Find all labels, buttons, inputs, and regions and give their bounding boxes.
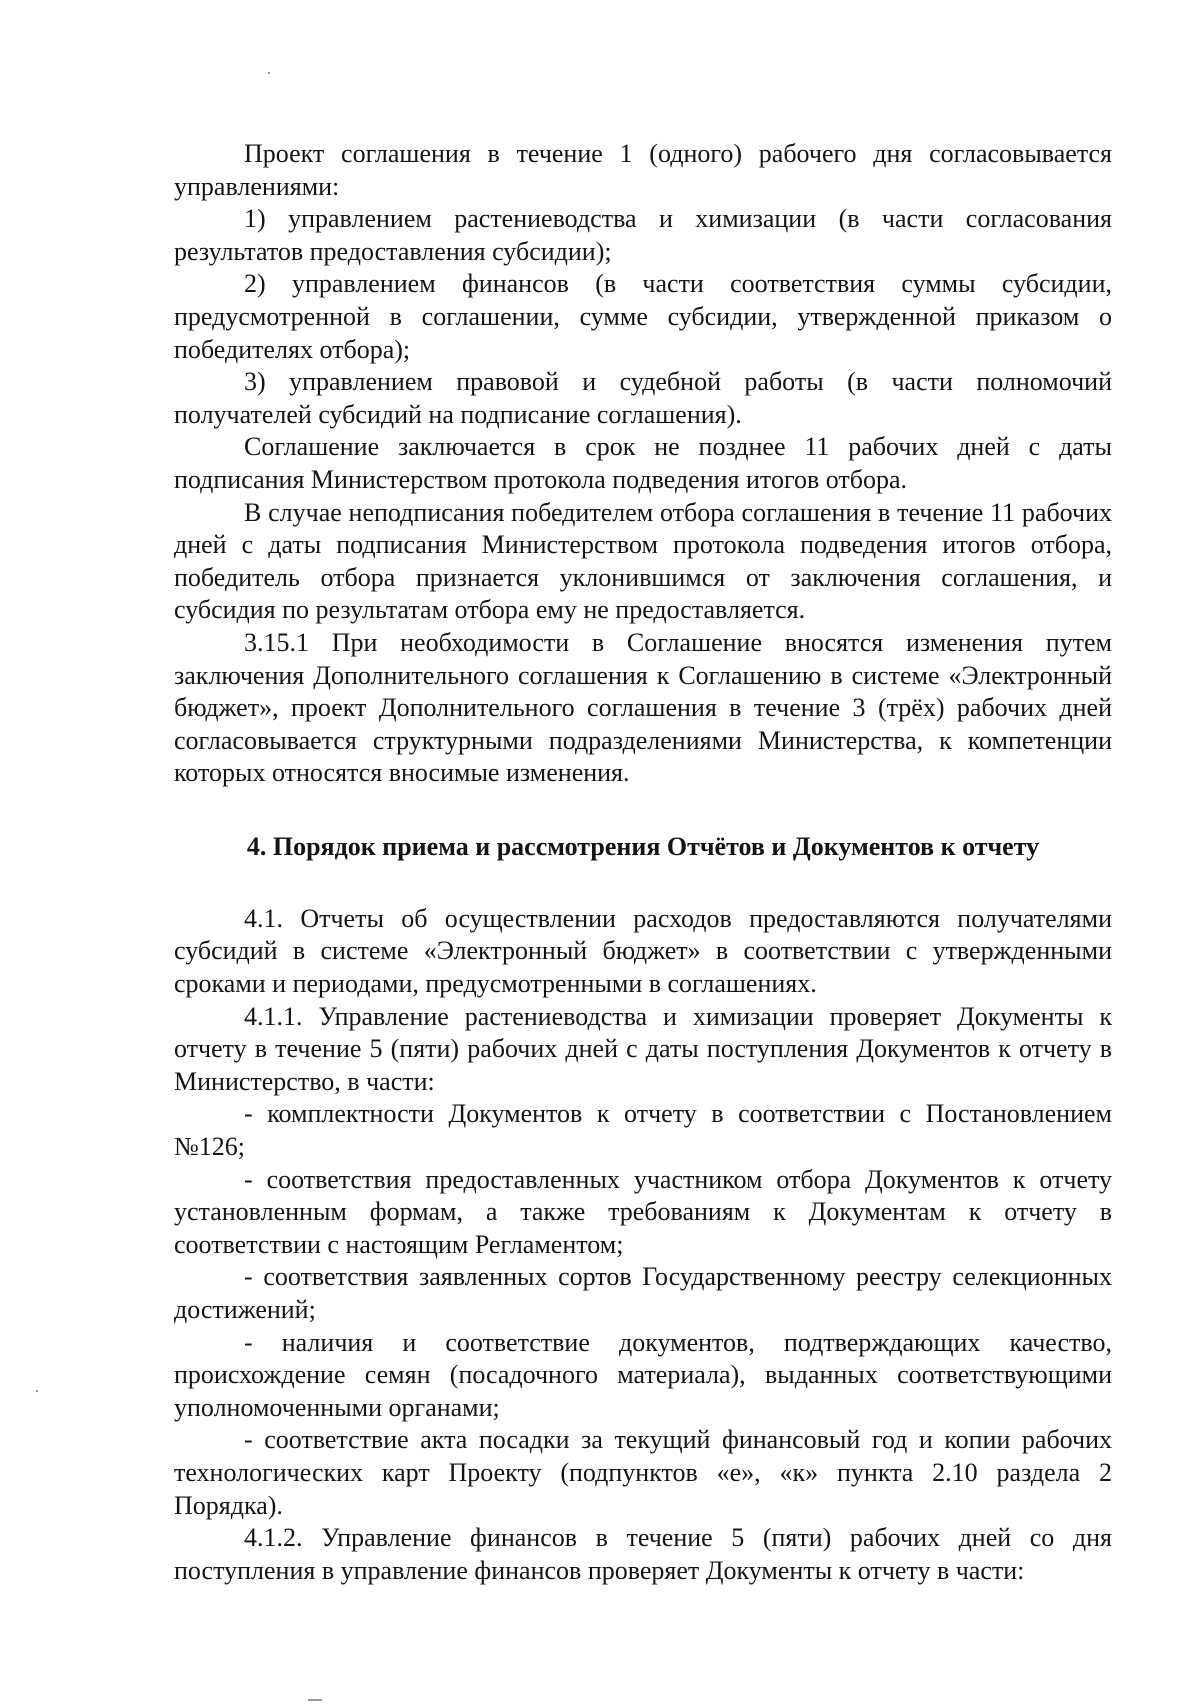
scan-speck [268,72,270,74]
list-item: - соответствия заявленных сортов Государственному реестру селекционных достижений; [174,1262,1112,1324]
paragraph: 3.15.1 При необходимости в Соглашение вносятся изменения путем заключения Дополнительного соглашения к Соглашению в системе «Электронный бюджет», проект Дополнительного соглашения в течение 3 (трёх) рабочих дней согласовывается структурными подразделениями Министерства, к компетенции которых относятся вносимые изменения. [174,627,1112,788]
paragraph: В случае неподписания победителем отбора соглашения в течение 11 рабочих дней с даты подписания Министерством протокола подведения итогов отбора, победитель отбора признается уклонившимся от заключения соглашения, и субсидия по результатам отбора ему не предоставляется. [174,497,1112,625]
list-item: - комплектности Документов к отчету в соответствии с Постановлением №126; [174,1099,1112,1162]
scan-speck [36,1390,38,1392]
section-heading: 4. Порядок приема и рассмотрения Отчётов и Документов к отчету [246,831,1040,861]
paragraph: 2) управлением финансов (в части соответствия суммы субсидии, предусмотренной в соглашении, сумме субсидии, утвержденной приказом о победителях отбора); [174,269,1112,364]
paragraph: 4.1.2. Управление финансов в течение 5 (пяти) рабочих дней со дня поступления в управление финансов проверяет Документы к отчету в части: [174,1523,1112,1585]
paragraph: 1) управлением растениеводства и химизации (в части согласования результатов предоставления субсидии); [174,204,1112,266]
list-item: - соответствия предоставленных участником отбора Документов к отчету установленным формам, а также требованиям к Документам к отчету в соответствии с настоящим Регламентом; [174,1164,1112,1259]
paragraph: Проект соглашения в течение 1 (одного) рабочего дня согласовывается управлениями: [174,139,1112,201]
paragraph: 4.1.1. Управление растениеводства и химизации проверяет Документы к отчету в течение 5 (пяти) рабочих дней с даты поступления Документов к отчету в Министерство, в части: [174,1001,1112,1096]
list-item: - наличия и соответствие документов, подтверждающих качество, происхождение семян (посадочного материала), выданных соответствующими уполномоченными органами; [174,1327,1112,1422]
document-body [174,138,1112,1587]
list-item: - соответствие акта посадки за текущий финансовый год и копии рабочих технологических карт Проекту (подпунктов «е», «к» пункта 2.10 раздела 2 Порядка). [174,1425,1112,1520]
scan-speck [308,1699,322,1701]
paragraph: Соглашение заключается в срок не позднее 11 рабочих дней с даты подписания Министерством протокола подведения итогов отбора. [174,432,1112,494]
paragraph: 3) управлением правовой и судебной работы (в части полномочий получателей субсидий на подписание соглашения). [174,367,1112,429]
paragraph: 4.1. Отчеты об осуществлении расходов предоставляются получателями субсидий в системе «Электронный бюджет» в соответствии с утвержденными сроками и периодами, предусмотренными в соглашениях. [174,903,1112,999]
